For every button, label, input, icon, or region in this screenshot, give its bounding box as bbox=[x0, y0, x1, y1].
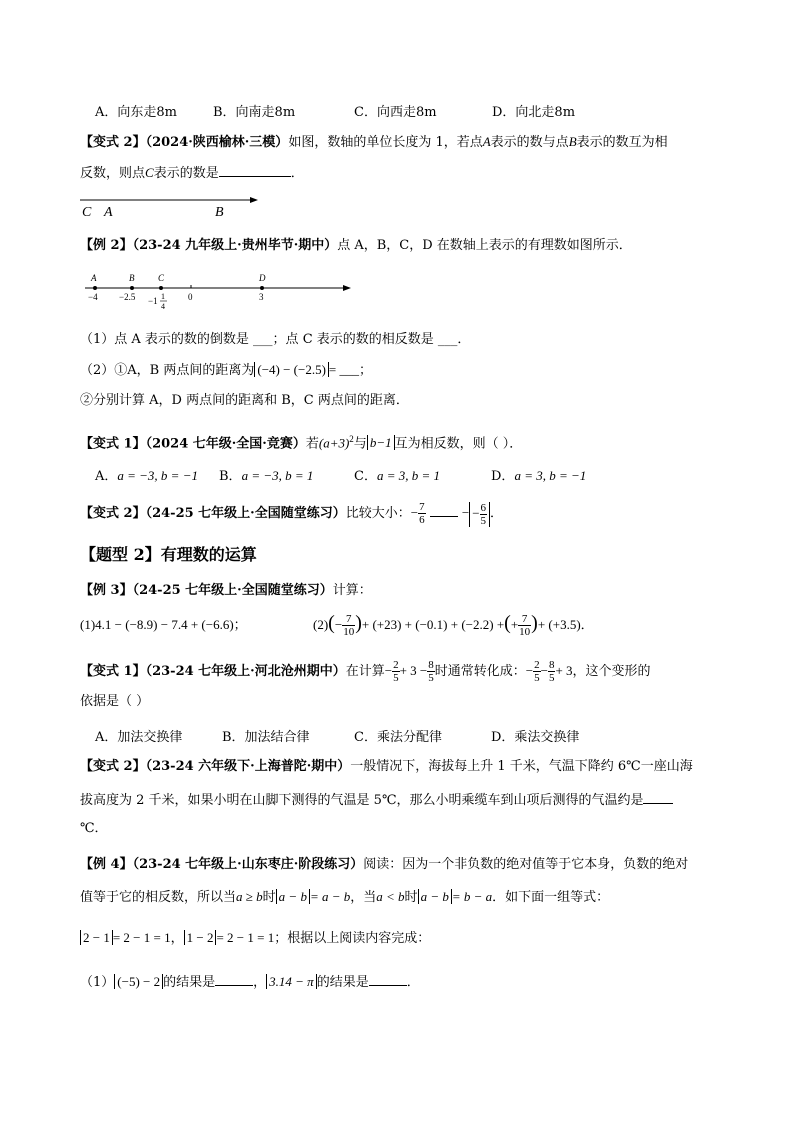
variant2-c-line2: 拔高度为 2 千米，如果小明在山脚下测得的气温是 5℃，那么小明乘缆车到山项后测得的气温约是 bbox=[80, 790, 673, 810]
v1a-option-d: D．a = 3, b = −1 bbox=[491, 468, 587, 484]
point-a-dot bbox=[93, 286, 97, 290]
option-b: B．向南走8m bbox=[213, 105, 296, 120]
variant2-c-line1: 【变式 2】（23-24 六年级下·上海普陀·期中）一般情况下，海拔每上升 1 千米，气温下降约 6℃一座山海 bbox=[80, 759, 693, 774]
temp-answer-blank bbox=[643, 790, 673, 804]
number-line-abcd bbox=[85, 268, 360, 316]
axis-label-c: C bbox=[82, 205, 92, 220]
tick-frac-den: 4 bbox=[161, 302, 165, 311]
tick-label-minus4: −4 bbox=[88, 292, 98, 302]
v1b-option-c: C．乘法分配律 bbox=[354, 730, 442, 745]
variant2-a-line2: 反数，则点C表示的数是 ． bbox=[80, 165, 304, 181]
point-b-dot bbox=[130, 286, 134, 290]
option-a: A．向东走8m bbox=[95, 105, 177, 120]
compare-blank bbox=[430, 503, 458, 517]
variant1-b-line1: 【变式 1】（23-24 七年级上·河北沧州期中）在计算− $\frac{2}{5}$ + 3 − $\frac{8}{5}$ 时通常转化成：− $\frac{2}{5}$ − $\frac{8}{5}$ + 3，这个变形的 bbox=[80, 659, 651, 684]
variant1-b-line2: 依据是（ ） bbox=[80, 694, 150, 709]
tick-frac-num: 1 bbox=[161, 292, 165, 301]
v1b-option-d: D．乘法交换律 bbox=[491, 730, 580, 745]
answer-blank bbox=[219, 163, 291, 177]
option-c: C．向西走8m bbox=[354, 105, 437, 120]
frac-6-5: $\frac{6}{5}$ bbox=[480, 501, 487, 527]
example4-q1: （1） (−5) − 2 的结果是 ， 3.14 − π 的结果是 ． bbox=[80, 974, 420, 990]
example4-line1: 【例 4】（23-24 七年级上·山东枣庄·阶段练习）阅读：因为一个非负数的绝对值等于它本身，负数的绝对 bbox=[80, 857, 689, 872]
v1b-option-a: A．加法交换律 bbox=[95, 730, 183, 745]
result-blank-2 bbox=[369, 972, 407, 986]
v1a-option-b: B．a = −3, b = 1 bbox=[219, 468, 314, 484]
example4-line3: 2 − 1 = 2 − 1 = 1， 1 − 2 = 2 − 1 = 1；根据以上阅读内容完成： bbox=[80, 929, 430, 948]
variant1-a-line: 【变式 1】（2024 七年级·全国·竞赛）若$(a+3)^2$与 b−1 互为相反数，则（ ）． bbox=[80, 434, 523, 452]
point-d-dot bbox=[260, 286, 264, 290]
v1a-option-c: C．a = 3, b = 1 bbox=[354, 468, 440, 484]
example2-q2a: （2）①A，B 两点间的距离为 (−4) − (−2.5) = ___； bbox=[80, 362, 373, 378]
point-c-dot bbox=[159, 286, 163, 290]
example3-title: 【例 3】（24-25 七年级上·全国随堂练习）计算： bbox=[80, 583, 372, 598]
axis-label-b: B bbox=[215, 205, 224, 220]
example2-title: 【例 2】（23-24 九年级上·贵州毕节·期中）点 A，B，C，D 在数轴上表示的有理数如图所示． bbox=[80, 238, 632, 253]
tick-label-minus1: −1 bbox=[148, 296, 158, 306]
v1a-option-a: A．a = −3, b = −1 bbox=[95, 468, 198, 484]
tick-label-3: 3 bbox=[259, 292, 264, 302]
point-label-c: C bbox=[158, 273, 165, 283]
tick-label-0: 0 bbox=[188, 292, 193, 302]
source-tag: （2024·陕西榆林·三模） bbox=[145, 135, 289, 150]
example3-part2: (2)(− $\frac{7}{10}$ )+ (+23) + (−0.1) + (−2.2) +(+ $\frac{7}{10}$ )+ (+3.5)． bbox=[313, 612, 594, 638]
variant2-a-line1: 【变式 2】（2024·陕西榆林·三模）如图，数轴的单位长度为 1，若点A表示的数与点B表示的数互为相 bbox=[80, 134, 668, 150]
example2-q1: （1）点 A 表示的数的倒数是 ___；点 C 表示的数的相反数是 ___． bbox=[80, 332, 471, 347]
example4-line2: 值等于它的相反数，所以当a ≥ b时 a − b = a − b，当a < b时 a − b = b − a．如下面一组等式： bbox=[80, 889, 610, 905]
frac-7-6: $\frac{7}{6}$ bbox=[419, 501, 425, 526]
axis-label-a: A bbox=[104, 205, 113, 220]
variant2-c-line3: ℃． bbox=[80, 821, 108, 836]
v1b-option-b: B．加法结合律 bbox=[222, 730, 310, 745]
point-label-d: D bbox=[259, 273, 266, 283]
variant-tag: 【变式 2】 bbox=[80, 135, 146, 150]
number-line-abc bbox=[80, 190, 270, 220]
point-label-a: A bbox=[91, 273, 97, 283]
point-label-b: B bbox=[129, 273, 135, 283]
variant2-b-line: 【变式 2】（24-25 七年级上·全国随堂练习）比较大小：− $\frac{7}{6}$ − − $\frac{6}{5}$ ． bbox=[80, 501, 504, 527]
result-blank-1 bbox=[215, 972, 253, 986]
tick-label-minus2-5: −2.5 bbox=[119, 292, 136, 302]
example3-part1: (1)4.1 − (−8.9) − 7.4 + (−6.6)； bbox=[80, 617, 247, 633]
option-d: D．向北走8m bbox=[492, 105, 576, 120]
example2-q2b: ②分别计算 A，D 两点间的距离和 B，C 两点间的距离． bbox=[80, 393, 409, 408]
section-heading: 【题型 2】有理数的运算 bbox=[80, 545, 257, 564]
